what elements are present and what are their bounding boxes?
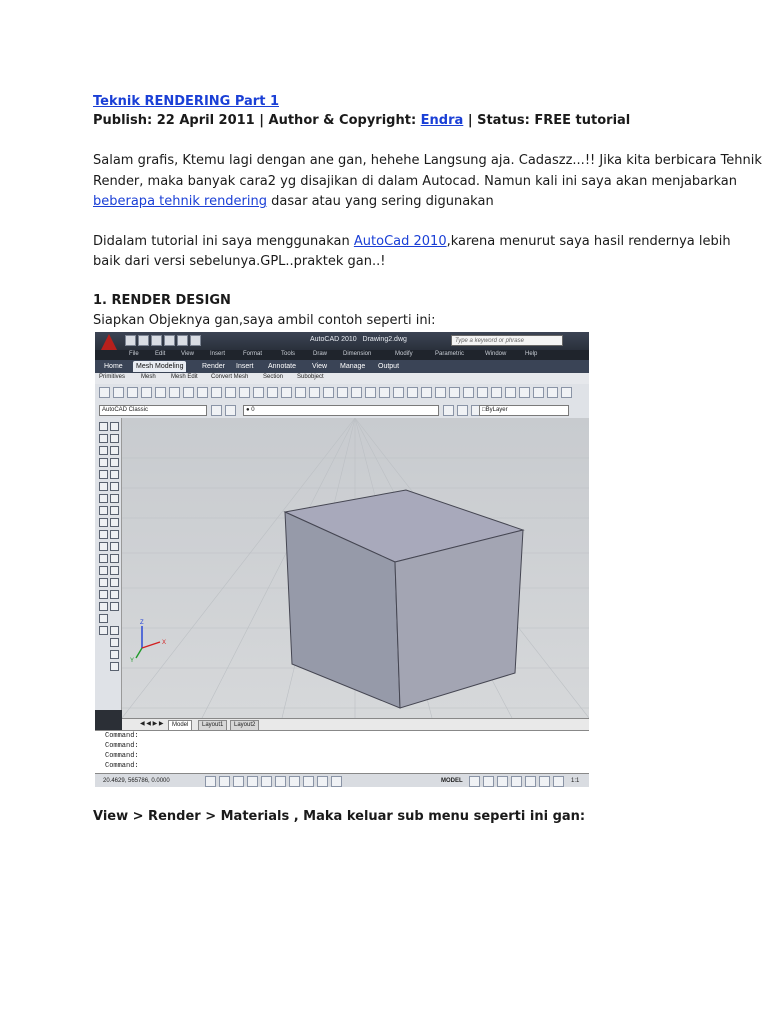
command-line: Command: — [105, 732, 139, 740]
tool-icon — [351, 387, 362, 398]
tool-icon — [519, 387, 530, 398]
title-app: AutoCAD 2010 — [310, 336, 357, 343]
tab-model: Model — [168, 720, 192, 731]
tool-icon — [253, 387, 264, 398]
tab-output: Output — [378, 363, 400, 370]
tool-icon — [477, 387, 488, 398]
layer-name: 0 — [251, 407, 255, 413]
menu-modify: Modify — [395, 351, 413, 357]
ellipse-icon — [99, 530, 108, 539]
paragraph-2-line-2: baik dari versi sebelunya.GPL..praktek gan..! — [93, 254, 386, 269]
article-title-link[interactable]: Teknik RENDERING Part 1 — [93, 94, 279, 109]
drafting-toggles — [205, 776, 342, 787]
tool-icon — [275, 776, 286, 787]
svg-text:Y: Y — [130, 658, 135, 664]
tool-icon — [99, 506, 108, 515]
table-icon — [99, 614, 108, 623]
redo-icon — [177, 335, 188, 346]
tool-icon — [219, 776, 230, 787]
menu-parametric: Parametric — [435, 351, 465, 357]
tool-icon — [110, 602, 119, 611]
tool-icon — [337, 387, 348, 398]
rendering-techniques-link[interactable]: beberapa tehnik rendering — [93, 194, 268, 209]
tool-icon — [469, 776, 480, 787]
tool-icon — [110, 446, 119, 455]
tool-icon — [267, 387, 278, 398]
print-icon — [190, 335, 201, 346]
tool-icon — [110, 458, 119, 467]
panel-section: Section — [263, 374, 284, 380]
tool-icon — [110, 554, 119, 563]
panel-mesh: Mesh — [141, 374, 156, 380]
tool-icon — [113, 387, 124, 398]
paragraph-1-line-1: Salam grafis, Ktemu lagi dengan ane gan, hehehe Langsung aja. Cadaszz...!! Jika kita berbicara Tehnik — [93, 153, 762, 168]
spline-icon — [99, 518, 108, 527]
tool-icon — [261, 776, 272, 787]
tool-icon — [110, 530, 119, 539]
tool-icon — [379, 387, 390, 398]
tool-icon — [211, 387, 222, 398]
layer-dropdown: ● 0 — [243, 405, 439, 416]
tool-icon — [317, 776, 328, 787]
standard-toolbar-icons — [99, 387, 572, 398]
menu-view: View — [181, 351, 194, 357]
tool-icon — [561, 387, 572, 398]
paragraph-2-pre: Didalam tutorial ini saya menggunakan — [93, 234, 354, 249]
rectangle-icon — [99, 470, 108, 479]
svg-text:Z: Z — [140, 620, 144, 626]
tool-icon — [421, 387, 432, 398]
region-icon — [99, 602, 108, 611]
paragraph-1-rest: dasar atau yang sering digunakan — [267, 194, 494, 209]
layout-nav-arrows: ◀ ◀ ▶ ▶ — [140, 721, 164, 727]
linetype-dropdown: □ByLayer — [479, 405, 569, 416]
text-icon — [99, 626, 108, 635]
status-model: MODEL — [441, 778, 463, 784]
3d-viewport[interactable] — [122, 418, 589, 718]
annotation-scale: 1:1 — [571, 778, 580, 784]
tab-layout2: Layout2 — [230, 720, 259, 731]
line-icon — [99, 422, 108, 431]
after-screenshot-text: View > Render > Materials , Maka keluar sub menu seperti ini gan: — [93, 809, 586, 824]
workspace-icons — [211, 405, 236, 416]
layout-tabs — [122, 718, 589, 730]
sphere-icon — [110, 662, 119, 671]
tool-icon — [491, 387, 502, 398]
tool-icon — [247, 776, 258, 787]
layers-toolbar — [95, 402, 589, 419]
tool-icon — [547, 387, 558, 398]
tool-icon — [281, 387, 292, 398]
tool-icon — [211, 405, 222, 416]
autocad-titlebar — [95, 332, 589, 350]
tool-icon — [525, 776, 536, 787]
tool-icon — [289, 776, 300, 787]
tool-icon — [435, 387, 446, 398]
circle-icon — [99, 494, 108, 503]
command-line: Command: — [105, 742, 139, 750]
menu-draw: Draw — [313, 351, 328, 357]
tool-icon — [483, 776, 494, 787]
tool-icon — [155, 387, 166, 398]
tool-icon — [295, 387, 306, 398]
viewport-grid-and-box — [122, 418, 589, 718]
new-icon — [125, 335, 136, 346]
layer-icons — [443, 405, 482, 416]
tool-icon — [110, 434, 119, 443]
tool-icon — [110, 482, 119, 491]
tool-icon — [309, 387, 320, 398]
autocad-2010-link[interactable]: AutoCad 2010 — [353, 234, 447, 249]
tool-icon — [110, 626, 119, 635]
menu-tools: Tools — [281, 351, 296, 357]
paragraph-2-rest: ,karena menurut saya hasil rendernya lebih — [446, 234, 731, 249]
panel-primitives: Primitives — [99, 374, 126, 380]
menu-window: Window — [485, 351, 507, 357]
command-window — [95, 730, 589, 774]
tool-icon — [99, 387, 110, 398]
tool-icon — [197, 387, 208, 398]
tool-icon — [110, 470, 119, 479]
svg-text:X: X — [162, 640, 167, 646]
tool-icon — [110, 506, 119, 515]
tab-mesh-modeling: Mesh Modeling — [133, 361, 186, 372]
tool-icon — [331, 776, 342, 787]
tool-icon — [393, 387, 404, 398]
autocad-menubar — [95, 350, 589, 360]
tool-icon — [110, 578, 119, 587]
arc-icon — [99, 482, 108, 491]
open-icon — [138, 335, 149, 346]
help-search: Type a keyword or phrase — [451, 335, 563, 346]
menu-help: Help — [525, 351, 538, 357]
tab-home: Home — [104, 363, 123, 370]
tool-icon — [99, 566, 108, 575]
tool-icon — [225, 405, 236, 416]
tool-icon — [205, 776, 216, 787]
section-heading: 1. RENDER DESIGN — [93, 293, 231, 308]
tool-icon — [183, 387, 194, 398]
tool-icon — [225, 387, 236, 398]
quick-access-toolbar — [125, 335, 265, 347]
coordinate-readout: 20.4629, 565786, 0.0000 — [103, 778, 170, 784]
polygon-icon — [99, 458, 108, 467]
paragraph-2-line-1 — [93, 232, 731, 252]
tool-icon — [169, 387, 180, 398]
tool-icon — [511, 776, 522, 787]
tab-annotate: Annotate — [268, 363, 297, 370]
autocad-screenshot — [95, 332, 589, 787]
meta-prefix: Publish: 22 April 2011 | Author & Copyright: — [93, 113, 421, 128]
menu-file: File — [129, 351, 139, 357]
tool-icon — [365, 387, 376, 398]
tool-icon — [110, 638, 119, 647]
draw-toolbar — [95, 418, 122, 710]
panel-mesh-edit: Mesh Edit — [171, 374, 198, 380]
panel-convert-mesh: Convert Mesh — [211, 374, 249, 380]
paragraph-1-line-2: Render, maka banyak cara2 yg disajikan di dalam Autocad. Namun kali ini saya akan menjabarkan — [93, 174, 737, 189]
article-title-line — [93, 92, 279, 112]
tool-icon — [99, 542, 108, 551]
tool-icon — [553, 776, 564, 787]
tool-icon — [127, 387, 138, 398]
tool-icon — [233, 776, 244, 787]
tab-view: View — [312, 363, 328, 370]
article-meta — [93, 111, 630, 131]
panel-subobject: Subobject — [297, 374, 324, 380]
tool-icon — [99, 554, 108, 563]
tab-layout1: Layout1 — [198, 720, 227, 731]
meta-suffix: | Status: FREE tutorial — [463, 113, 631, 128]
tool-icon — [110, 494, 119, 503]
point-icon — [99, 578, 108, 587]
command-line: Command: — [105, 752, 139, 760]
linetype-name: ByLayer — [485, 407, 508, 413]
tool-icon — [407, 387, 418, 398]
tool-icon — [497, 776, 508, 787]
tool-icon — [539, 776, 550, 787]
autocad-window-title — [310, 336, 407, 343]
hatch-icon — [99, 590, 108, 599]
menu-insert: Insert — [210, 351, 226, 357]
tool-icon — [505, 387, 516, 398]
menu-format: Format — [243, 351, 263, 357]
title-file: Drawing2.dwg — [362, 336, 407, 343]
autocad-statusbar — [95, 773, 589, 787]
tool-icon — [99, 434, 108, 443]
tool-icon — [110, 566, 119, 575]
undo-icon — [164, 335, 175, 346]
tab-manage: Manage — [340, 363, 366, 370]
paragraph-1-line-3 — [93, 192, 494, 212]
save-icon — [151, 335, 162, 346]
tool-icon — [110, 650, 119, 659]
tool-icon — [443, 405, 454, 416]
ribbon-tabs — [95, 360, 589, 373]
tool-icon — [457, 405, 468, 416]
tool-icon — [110, 542, 119, 551]
standard-toolbar — [95, 384, 589, 403]
tab-render: Render — [202, 363, 225, 370]
tool-icon — [323, 387, 334, 398]
tool-icon — [110, 590, 119, 599]
tool-icon — [110, 518, 119, 527]
tool-icon — [303, 776, 314, 787]
pencil-icon — [110, 422, 119, 431]
tool-icon — [463, 387, 474, 398]
tool-icon — [533, 387, 544, 398]
tab-insert: Insert — [236, 363, 254, 370]
section-intro: Siapkan Objeknya gan,saya ambil contoh seperti ini: — [93, 313, 436, 328]
status-icons — [469, 776, 564, 787]
menu-dimension: Dimension — [343, 351, 372, 357]
author-link[interactable]: Endra — [420, 113, 464, 128]
menu-edit: Edit — [155, 351, 166, 357]
command-line: Command: — [105, 762, 139, 770]
tool-icon — [141, 387, 152, 398]
tool-icon — [449, 387, 460, 398]
tool-icon — [239, 387, 250, 398]
tool-icon — [99, 446, 108, 455]
workspace-dropdown: AutoCAD Classic — [99, 405, 207, 416]
